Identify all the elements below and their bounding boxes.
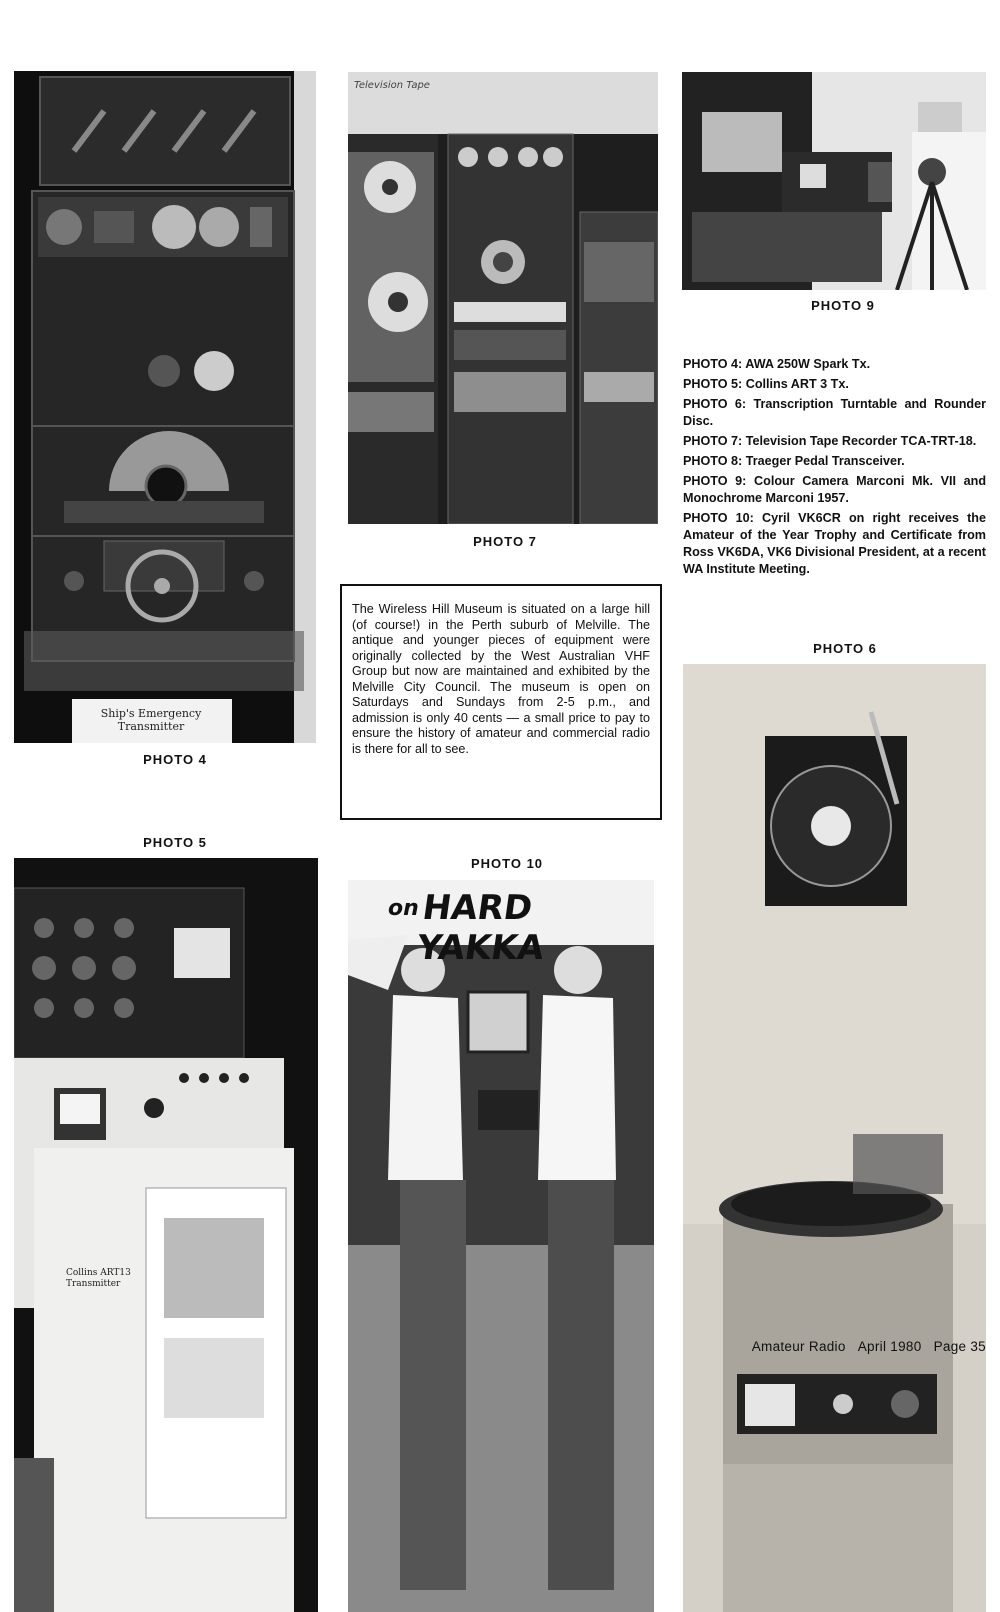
photo-9-image xyxy=(682,72,986,290)
photo-5-label: PHOTO 5 xyxy=(143,835,207,850)
publication-name: Amateur Radio xyxy=(751,1339,846,1354)
photo-7-image xyxy=(348,72,658,524)
photo-7-label: PHOTO 7 xyxy=(473,534,537,549)
caption-photo-10 xyxy=(683,510,986,578)
photo-10-label: PHOTO 10 xyxy=(470,856,544,871)
caption-photo-5 xyxy=(683,376,986,393)
photo-captions xyxy=(683,356,986,581)
sign-line-2: Transmitter xyxy=(117,720,185,733)
caption-text: Transcription Turntable and Rounder Disc. xyxy=(683,397,986,428)
caption-photo-7 xyxy=(683,433,986,450)
photo-5-collins-art13-transmitter xyxy=(14,858,318,1612)
caption-photo-4 xyxy=(683,356,986,373)
photo-10-award-presentation xyxy=(348,880,654,1612)
caption-photo-6 xyxy=(683,396,986,430)
caption-text: Colour Camera Marconi Mk. VII and Monochrome Marconi 1957. xyxy=(683,474,987,505)
caption-photo-8 xyxy=(683,453,986,470)
caption-id: PHOTO 9: xyxy=(683,474,747,488)
photo-4-awa-spark-transmitter xyxy=(14,71,316,743)
banner-prefix: on xyxy=(388,896,419,921)
photo-7-television-tape-recorder xyxy=(348,72,658,524)
card-line-2: Transmitter xyxy=(66,1279,121,1289)
issue-date: April 1980 xyxy=(857,1339,922,1354)
page-number: Page 35 xyxy=(933,1339,986,1354)
photo-6-image xyxy=(683,664,986,1612)
photo-5-image xyxy=(14,858,318,1612)
collins-art13-card xyxy=(66,1268,140,1304)
caption-id: PHOTO 7: xyxy=(683,434,743,448)
photo-9-marconi-cameras xyxy=(682,72,986,290)
photo-4-image xyxy=(14,71,316,743)
card-line-1: Collins ART13 xyxy=(66,1268,131,1278)
caption-text: Traeger Pedal Transceiver. xyxy=(745,454,905,468)
television-tape-sign: Television Tape xyxy=(354,80,430,91)
caption-text: Cyril VK6CR on right receives the Amateur of the Year Trophy and Certificate from Ross VK6DA, VK6 Divisional President, at a recent WA Institute Meeting. xyxy=(683,511,986,576)
caption-id: PHOTO 8: xyxy=(683,454,743,468)
caption-photo-9 xyxy=(683,473,986,507)
hard-yakka-banner: HARD YAKKA xyxy=(414,888,547,968)
caption-text: Television Tape Recorder TCA-TRT-18. xyxy=(745,434,977,448)
sign-line-1: Ship's Emergency xyxy=(100,707,202,720)
photo-6-label: PHOTO 6 xyxy=(813,641,877,656)
caption-text: Collins ART 3 Tx. xyxy=(745,377,849,391)
photo-6-transcription-turntable xyxy=(683,664,986,1612)
caption-text: AWA 250W Spark Tx. xyxy=(745,357,871,371)
caption-id: PHOTO 10: xyxy=(683,511,754,525)
photo-4-label: PHOTO 4 xyxy=(143,752,207,767)
page-footer xyxy=(744,1339,986,1354)
photo-9-label: PHOTO 9 xyxy=(811,298,875,313)
museum-info-box: The Wireless Hill Museum is situated on a large hill (of course!) in the Perth suburb of Melville. The antique and younger pieces of equipment were originally collected by the West Australian VHF Group but now are maintained and exhibited by the Melville City Council. The museum is open on Saturdays and Sundays from 2-5 p.m., and admission is only 40 cents — a small price to pay to ensure the history of amateur and commercial radio is there for all to see. xyxy=(340,584,662,820)
photo-10-image xyxy=(348,880,654,1612)
ships-emergency-transmitter-sign xyxy=(76,707,226,743)
caption-id: PHOTO 6: xyxy=(683,397,747,411)
caption-id: PHOTO 5: xyxy=(683,377,743,391)
caption-id: PHOTO 4: xyxy=(683,357,743,371)
